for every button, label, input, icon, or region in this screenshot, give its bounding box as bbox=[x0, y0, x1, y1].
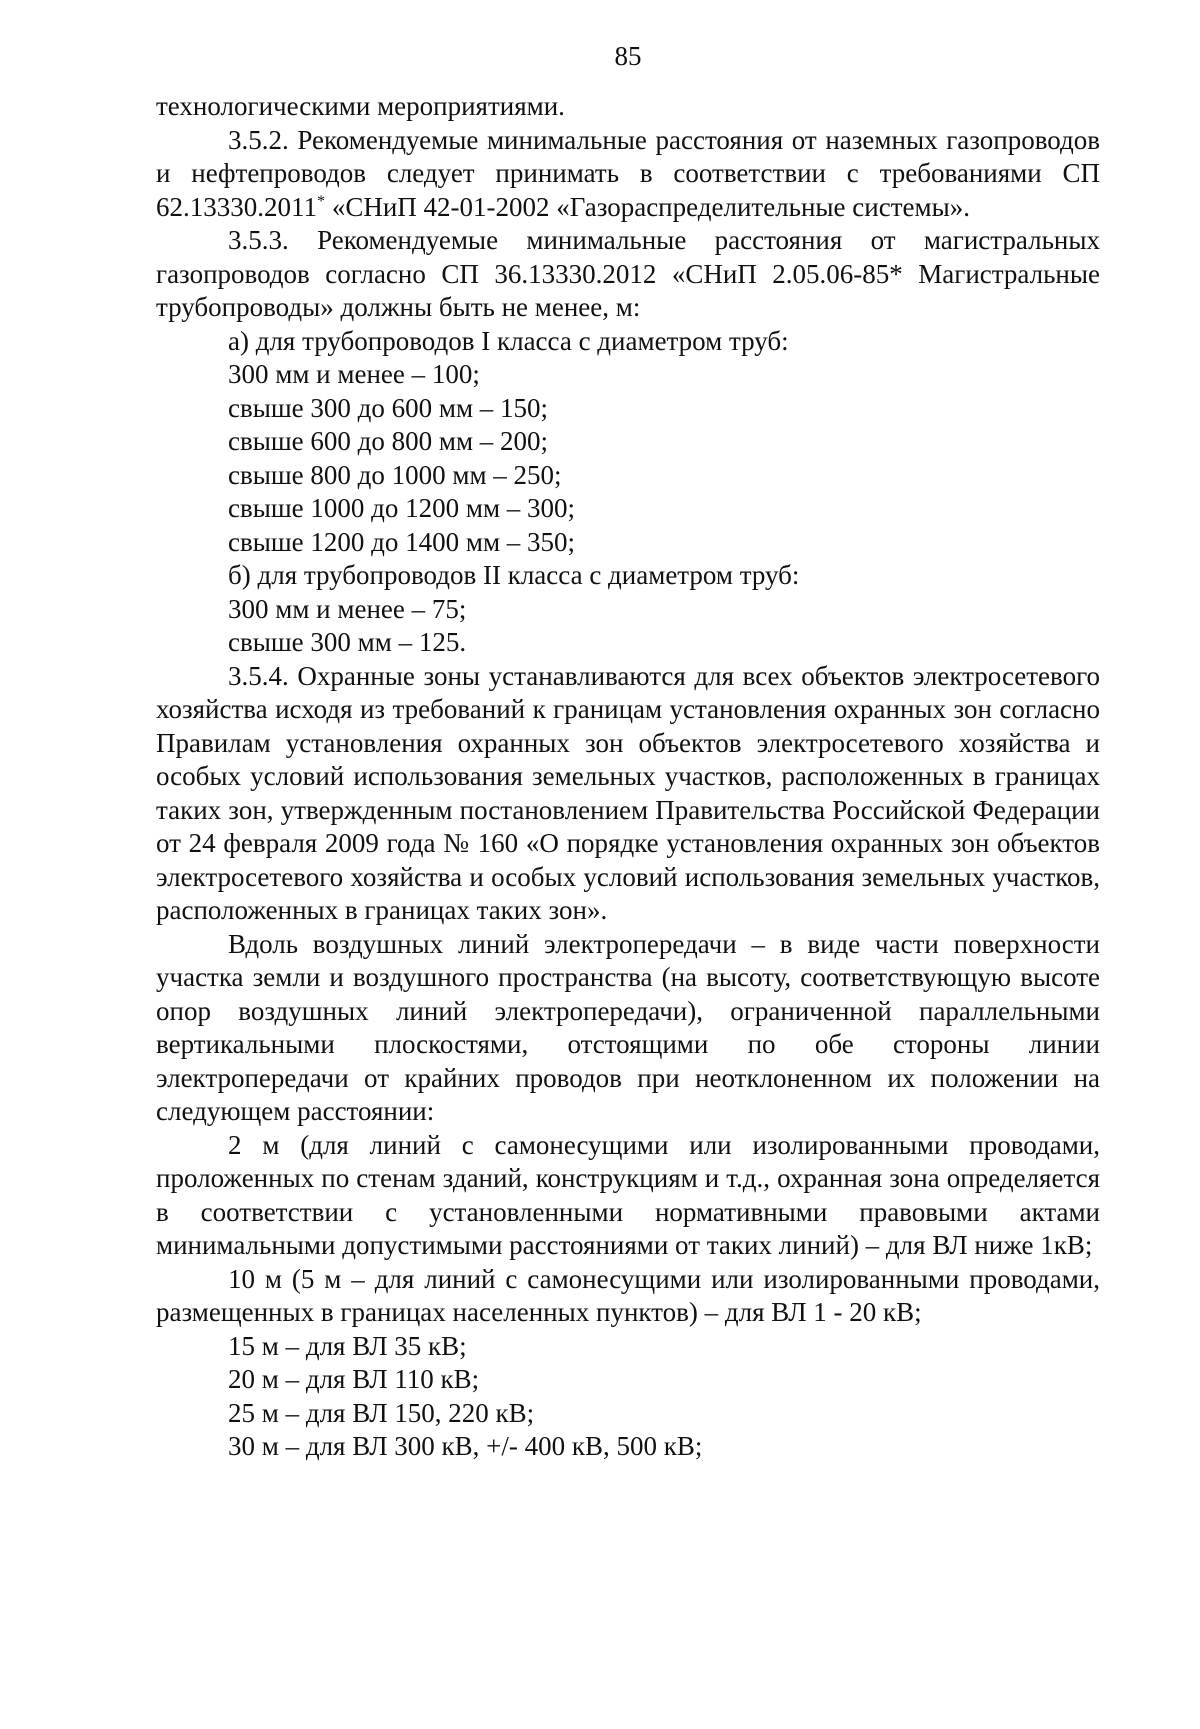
list-item: свыше 300 мм – 125. bbox=[228, 627, 467, 657]
paragraph-intro: технологическими мероприятиями. bbox=[156, 91, 565, 121]
list-item: свыше 600 до 800 мм – 200; bbox=[228, 426, 549, 456]
list-item: 30 м – для ВЛ 300 кВ, +/- 400 кВ, 500 кВ; bbox=[228, 1431, 703, 1461]
list-item: 15 м – для ВЛ 35 кВ; bbox=[228, 1330, 467, 1361]
list-item: 20 м – для ВЛ 110 кВ; bbox=[228, 1364, 480, 1394]
list-item: б) для трубопроводов II класса с диаметром труб: bbox=[228, 560, 800, 590]
list-item: а) для трубопроводов I класса с диаметром труб: bbox=[228, 325, 789, 356]
power-line-distance-list bbox=[156, 1330, 1100, 1464]
paragraph-3-5-2 bbox=[156, 124, 1100, 225]
paragraph-3-5-3: 3.5.3. Рекомендуемые минимальные расстояния от магистральных газопроводов согласно СП 36.13330.2012 «СНиП 2.05.06-85* Магистральные трубопроводы» должны быть не менее, м: bbox=[156, 225, 1100, 322]
list-item: свыше 1000 до 1200 мм – 300; bbox=[228, 493, 576, 523]
paragraph-10m: 10 м (5 м – для линий с самонесущими или изолированными проводами, размещенных в границах населенных пунктов) – для ВЛ 1 - 20 кВ; bbox=[156, 1263, 1100, 1327]
list-item: свыше 1200 до 1400 мм – 350; bbox=[228, 526, 576, 557]
paragraph-overhead-lines: Вдоль воздушных линий электропередачи – в виде части поверхности участка земли и воздушного пространства (на высоту, соответствующую высоте опор воздушных линий электропередачи), ограниченной параллельными вертикальными плоскостями, отстоящими по обе стороны линии электропередачи от крайних проводов при неотклоненном их положении на следующем расстоянии: bbox=[156, 928, 1100, 1126]
paragraph-3-5-4: 3.5.4. Охранные зоны устанавливаются для всех объектов электросетевого хозяйства исходя из требований к границам установления охранных зон согласно Правилам установления охранных зон объектов электросетевого хозяйства и особых условий использования земельных участков, расположенных в границах таких зон, утвержденным постановлением Правительства Российской Федерации от 24 февраля 2009 года № 160 «О порядке установления охранных зон объектов электросетевого хозяйства и особых условий использования земельных участков, расположенных в границах таких зон». bbox=[156, 660, 1100, 925]
paragraph-3-5-2-text-end: «СНиП 42-01-2002 «Газораспределительные системы». bbox=[325, 191, 970, 222]
footnote-mark: * bbox=[317, 191, 326, 210]
paragraph-2m: 2 м (для линий с самонесущими или изолированными проводами, проложенных по стенам зданий, конструкциям и т.д., охранная зона определяется в соответствии с установленными нормативными правовыми актами минимальными допустимыми расстояниями от таких линий) – для ВЛ ниже 1кВ; bbox=[156, 1129, 1100, 1260]
list-item: свыше 800 до 1000 мм – 250; bbox=[228, 459, 562, 490]
page-number: 85 bbox=[614, 41, 642, 71]
list-item: 300 мм и менее – 100; bbox=[228, 359, 480, 389]
list-item: свыше 300 до 600 мм – 150; bbox=[228, 392, 549, 423]
paragraph-3-5-2-text: 3.5.2. Рекомендуемые минимальные расстояния от наземных газопроводов и нефтепроводов следует принимать в соответствии с требованиями СП 62.13330.2011 bbox=[156, 124, 1100, 222]
pipeline-distance-list bbox=[156, 325, 1100, 660]
list-item: 25 м – для ВЛ 150, 220 кВ; bbox=[228, 1397, 535, 1428]
list-item: 300 мм и менее – 75; bbox=[228, 593, 467, 624]
